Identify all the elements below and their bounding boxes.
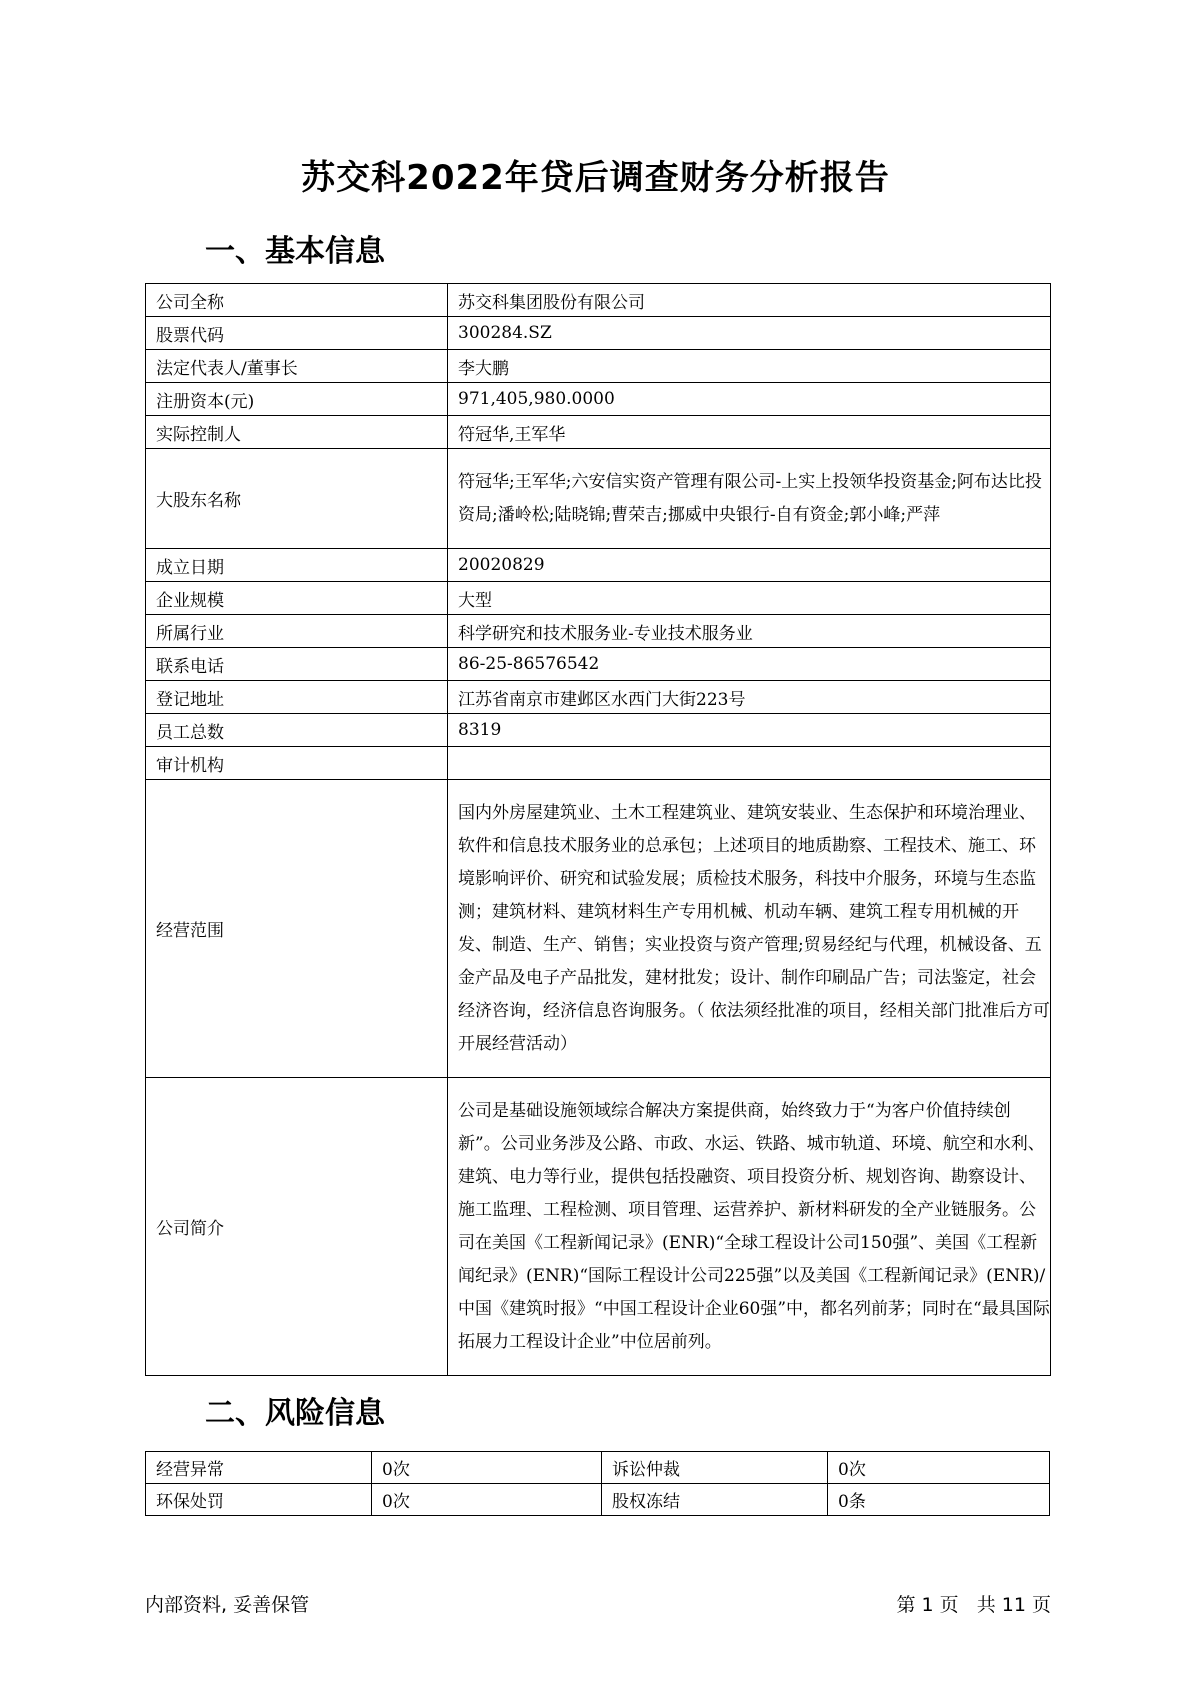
row-label: 公司全称	[146, 284, 448, 317]
row-value: 300284.SZ	[448, 317, 1051, 350]
table-row	[146, 383, 1051, 416]
row-label: 大股东名称	[146, 449, 448, 549]
table-row	[146, 416, 1051, 449]
risk-label: 股权冻结	[602, 1484, 828, 1516]
row-value: 科学研究和技术服务业-专业技术服务业	[448, 615, 1051, 648]
table-row	[146, 780, 1051, 1078]
row-value: 江苏省南京市建邺区水西门大街223号	[448, 681, 1051, 714]
risk-value: 0次	[372, 1484, 602, 1516]
row-label: 公司简介	[146, 1078, 448, 1376]
table-row	[146, 449, 1051, 549]
table-row	[146, 350, 1051, 383]
table-row	[146, 1452, 1050, 1484]
footer-page-number: 第 1 页 共 11 页	[896, 1594, 1051, 1616]
row-value: 8319	[448, 714, 1051, 747]
row-value: 20020829	[448, 549, 1051, 582]
row-label: 注册资本(元)	[146, 383, 448, 416]
table-row	[146, 1078, 1051, 1376]
table-row	[146, 648, 1051, 681]
report-title: 苏交科2022年贷后调查财务分析报告	[301, 158, 890, 198]
row-value: 符冠华;王军华;六安信实资产管理有限公司-上实上投领华投资基金;阿布达比投资局;潘岭松;陆晓锦;曹荣吉;挪威中央银行-自有资金;郭小峰;严萍	[448, 449, 1051, 549]
row-value: 苏交科集团股份有限公司	[448, 284, 1051, 317]
row-label: 企业规模	[146, 582, 448, 615]
row-label: 员工总数	[146, 714, 448, 747]
row-value: 李大鹏	[448, 350, 1051, 383]
table-row	[146, 714, 1051, 747]
section-heading-risk-info: 二、风险信息	[205, 1396, 385, 1431]
row-value: 大型	[448, 582, 1051, 615]
basic-info-table	[145, 283, 1051, 1376]
risk-value: 0次	[828, 1452, 1050, 1484]
row-value: 国内外房屋建筑业、土木工程建筑业、建筑安装业、生态保护和环境治理业、软件和信息技术服务业的总承包；上述项目的地质勘察、工程技术、施工、环境影响评价、研究和试验发展；质检技术服务，科技中介服务，环境与生态监测；建筑材料、建筑材料生产专用机械、机动车辆、建筑工程专用机械的开发、制造、生产、销售；实业投资与资产管理;贸易经纪与代理，机械设备、五金产品及电子产品批发，建材批发；设计、制作印刷品广告；司法鉴定，社会经济咨询，经济信息咨询服务。（ 依法须经批准的项目，经相关部门批准后方可开展经营活动）	[448, 780, 1051, 1078]
risk-label: 经营异常	[146, 1452, 372, 1484]
row-value: 符冠华,王军华	[448, 416, 1051, 449]
row-label: 法定代表人/董事长	[146, 350, 448, 383]
row-value: 971,405,980.0000	[448, 383, 1051, 416]
table-row	[146, 549, 1051, 582]
table-row	[146, 615, 1051, 648]
table-row	[146, 747, 1051, 780]
risk-label: 环保处罚	[146, 1484, 372, 1516]
row-label: 审计机构	[146, 747, 448, 780]
table-row	[146, 582, 1051, 615]
row-value: 86-25-86576542	[448, 648, 1051, 681]
row-label: 股票代码	[146, 317, 448, 350]
table-row	[146, 681, 1051, 714]
footer-confidential-note: 内部资料, 妥善保管	[145, 1594, 310, 1616]
row-label: 实际控制人	[146, 416, 448, 449]
row-value: 公司是基础设施领域综合解决方案提供商，始终致力于“为客户价值持续创新”。公司业务涉及公路、市政、水运、铁路、城市轨道、环境、航空和水利、建筑、电力等行业，提供包括投融资、项目投资分析、规划咨询、勘察设计、施工监理、工程检测、项目管理、运营养护、新材料研发的全产业链服务。公司在美国《工程新闻记录》(ENR)“全球工程设计公司150强”、美国《工程新闻纪录》(ENR)“国际工程设计公司225强”以及美国《工程新闻记录》(ENR)/中国《建筑时报》“中国工程设计企业60强”中，都名列前茅；同时在“最具国际拓展力工程设计企业”中位居前列。	[448, 1078, 1051, 1376]
table-row	[146, 284, 1051, 317]
row-label: 经营范围	[146, 780, 448, 1078]
risk-label: 诉讼仲裁	[602, 1452, 828, 1484]
row-label: 所属行业	[146, 615, 448, 648]
risk-info-table	[145, 1451, 1050, 1516]
risk-value: 0条	[828, 1484, 1050, 1516]
table-row	[146, 317, 1051, 350]
risk-value: 0次	[372, 1452, 602, 1484]
row-label: 联系电话	[146, 648, 448, 681]
row-label: 成立日期	[146, 549, 448, 582]
section-heading-basic-info: 一、基本信息	[205, 234, 385, 269]
table-row	[146, 1484, 1050, 1516]
row-label: 登记地址	[146, 681, 448, 714]
row-value	[448, 747, 1051, 780]
